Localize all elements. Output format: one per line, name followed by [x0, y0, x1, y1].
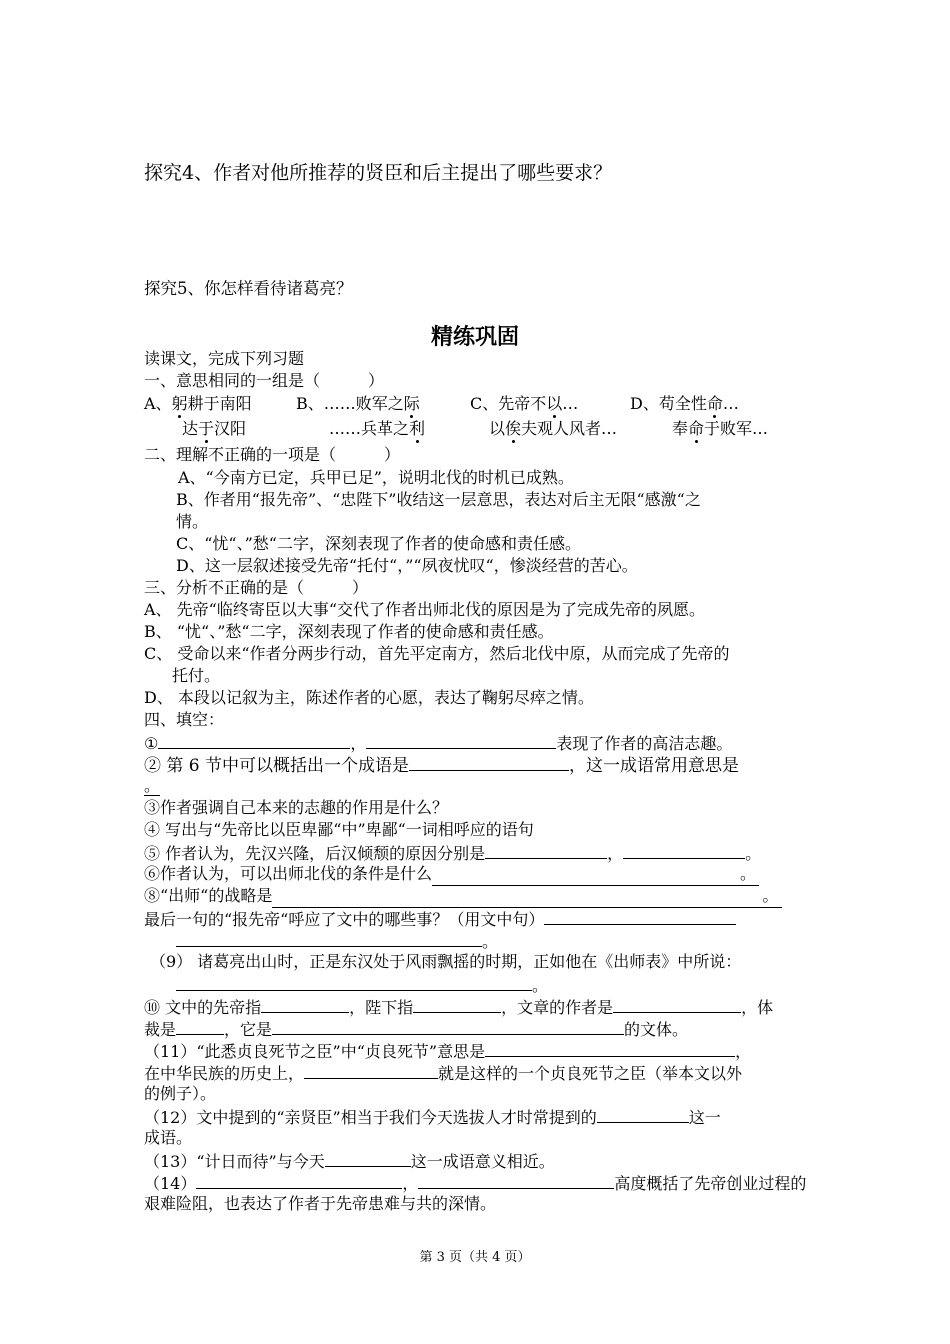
fill-1-blank-b[interactable]	[366, 731, 556, 749]
fill-7-blank[interactable]: 。	[272, 885, 782, 908]
s3-option-c: C、 受命以来“作者分两步行动，首先平定南方，然后北伐中原，从而完成了先帝的	[144, 644, 730, 663]
s1-b2: ……兵革之利	[329, 419, 426, 438]
fill-2-blank-2[interactable]: 。	[144, 776, 161, 795]
fill-9-blank[interactable]	[176, 973, 532, 991]
fill-9: （9） 诸葛亮出山时，正是东汉处于风雨飘摇的时期，正如他在《出师表》中所说：	[150, 952, 742, 971]
fill-14-blank-a[interactable]	[196, 1171, 402, 1189]
fill-10-blank-d[interactable]	[176, 1017, 224, 1035]
section-title: 精练巩固	[430, 325, 519, 350]
fill-5-blank-a[interactable]	[485, 841, 607, 859]
fill-14: （14） ， 高度概括了先帝创业过程的	[144, 1171, 806, 1195]
s3-option-a: A、 先帝“临终寄臣以大事“交代了作者出师北伐的原因是为了完成先帝的夙愿。	[144, 600, 706, 619]
s3-option-d: D、 本段以记叙为主，陈述作者的心愿，表达了鞠躬尽瘁之情。	[144, 688, 594, 707]
fill-12-blank[interactable]	[597, 1105, 689, 1123]
fill-8-cont: 。	[176, 929, 498, 953]
fill-13-blank[interactable]	[325, 1149, 411, 1167]
s1-b1: B、……败军之际	[296, 394, 420, 413]
s2-option-c: C、“忧“、”愁“二字，深刻表现了作者的使命感和责任感。	[176, 534, 581, 553]
fill-11: （11）“此悉贞良死节之臣”中“贞良死节”意思是 ，	[144, 1039, 751, 1063]
intro: 读课文，完成下列习题	[144, 349, 305, 368]
fill-1: ① ， 表现了作者的高洁志趣。	[144, 731, 732, 755]
fill-14-blank-b[interactable]	[418, 1171, 614, 1189]
s1-heading: 一、意思相同的一组是（ ）	[144, 371, 385, 390]
s1-a1: A、躬耕于南阳	[144, 394, 252, 413]
fill-12-cont: 成语。	[144, 1128, 193, 1147]
fill-13: （13）“计日而待”与今天 这一成语意义相近。	[144, 1149, 555, 1173]
fill-6: ⑥作者认为，可以出师北伐的条件是什么 。	[144, 863, 759, 886]
s1-a2: 达于汉阳	[182, 419, 247, 438]
fill-8: 最后一句的“报先帝“呼应了文中的哪些事？（用文中句）	[144, 907, 736, 931]
s1-c1: C、先帝不以…	[470, 394, 579, 413]
fill-2-blank[interactable]	[409, 753, 569, 771]
fill-3: ③作者强调自己本来的志趣的作用是什么？	[144, 798, 449, 817]
s1-c2: 以俟夫观人风者…	[489, 419, 618, 438]
fill-10-blank-e[interactable]	[272, 1017, 624, 1035]
s1-d1: D、苟全性命…	[630, 394, 739, 413]
s3-option-c-cont: 托付。	[172, 666, 221, 685]
fill-10-blank-c[interactable]	[613, 995, 741, 1013]
page-footer: 第 3 页（共 4 页）	[419, 1250, 531, 1265]
fill-2-cont	[144, 775, 160, 797]
fill-14-cont: 艰难险阻，也表达了作者于先帝患难与共的深情。	[144, 1194, 497, 1213]
fill-10-blank-a[interactable]	[261, 995, 349, 1013]
fill-11-cont: 在中华民族的历史上， 就是这样的一个贞良死节之臣（举本文以外	[144, 1061, 742, 1085]
s3-option-b: B、 “忧“、”愁“二字，深刻表现了作者的使命感和责任感。	[144, 622, 554, 641]
fill-5: ⑤ 作者认为，先汉兴隆，后汉倾颓的原因分别是 ， 。	[144, 841, 761, 865]
s2-option-d: D、这一层叙述接受先帝“托付“，”“夙夜忧叹“，惨淡经营的苦心。	[176, 556, 638, 575]
question-4: 探究4、作者对他所推荐的贤臣和后主提出了哪些要求？	[144, 162, 613, 184]
fill-8-blank-a[interactable]	[544, 907, 736, 925]
fill-11-blank-b[interactable]	[304, 1061, 438, 1079]
fill-11-cont-2: 的例子）。	[144, 1084, 217, 1103]
s1-d2: 奉命于败军…	[672, 419, 769, 438]
s1-row-1	[144, 393, 739, 415]
question-5: 探究5、你怎样看待诸葛亮？	[144, 279, 353, 298]
s2-option-b: B、作者用“报先帝”、“忠陛下”收结这一层意思，表达对后主无限“感激“之	[176, 490, 701, 509]
fill-6-blank[interactable]: 。	[432, 863, 759, 886]
fill-5-blank-b[interactable]	[623, 841, 745, 859]
s4-heading: 四、填空：	[144, 710, 225, 729]
fill-10: ⑩ 文中的先帝指 ，陛下指 ，文章的作者是 ，体	[144, 995, 773, 1019]
fill-2: ② 第 6 节中可以概括出一个成语是 ，这一成语常用意思是	[144, 753, 739, 777]
fill-10-blank-b[interactable]	[413, 995, 501, 1013]
s2-heading: 二、理解不正确的一项是（ ）	[144, 445, 401, 464]
fill-4: ④ 写出与“先帝比以臣卑鄙“中”卑鄙“一词相呼应的语句	[144, 820, 534, 839]
s2-option-b-cont: 情。	[176, 512, 209, 531]
fill-1-blank-a[interactable]	[158, 731, 350, 749]
s3-heading: 三、分析不正确的是（ ）	[144, 578, 369, 597]
fill-9-cont: 。	[176, 973, 548, 997]
fill-11-blank-a[interactable]	[485, 1039, 735, 1057]
s2-option-a: A、“今南方已定，兵甲已足”，说明北伐的时机已成熟。	[178, 468, 574, 487]
fill-8-blank-b[interactable]	[176, 929, 482, 947]
fill-10-cont: 裁是 ，它是 的文体。	[144, 1017, 688, 1041]
fill-12: （12）文中提到的“亲贤臣”相当于我们今天选拔人才时常提到的 这一	[144, 1105, 721, 1129]
fill-7: ⑧“出师“的战略是 。	[144, 885, 782, 908]
